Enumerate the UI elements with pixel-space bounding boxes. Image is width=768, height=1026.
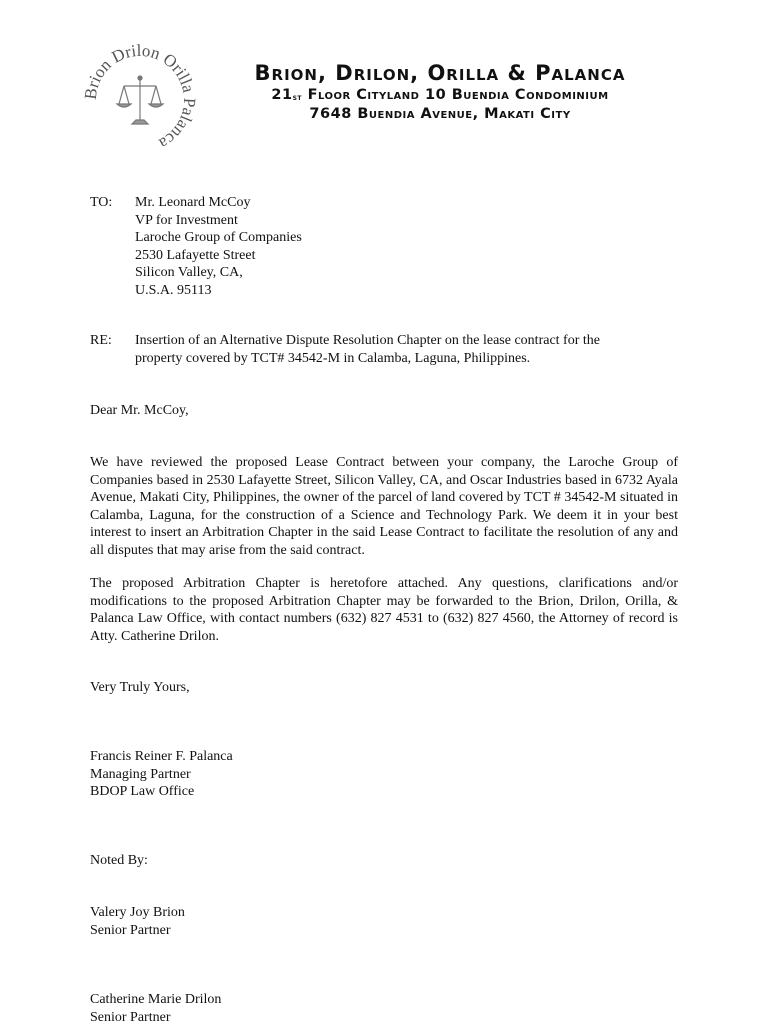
firm-seal xyxy=(80,40,200,160)
signatory-2 xyxy=(90,904,185,939)
signatory-1 xyxy=(90,748,233,801)
signatory-name: Valery Joy Brion xyxy=(90,905,185,920)
floor-number: 21 xyxy=(271,87,293,103)
body-paragraph-1: We have reviewed the proposed Lease Contract between your company, the Laroche Group of Companies based in 2530 Lafayette Street, Silicon Valley, CA, and Oscar Industries based in 6732 Ayala Avenue, Makati City, Philippines, the owner of the parcel of land covered by TCT # 34542-M situated in Calamba, Laguna, for the construction of a Science and Technology Park. We deem it in your best interest to insert an Arbitration Chapter in the said Lease Contract to facilitate the resolution of any and all disputes that may arise from the said contract. xyxy=(90,455,678,558)
address-line-1 xyxy=(190,86,690,105)
signatory-title: Senior Partner xyxy=(90,922,171,938)
address-line-2: 7648 Buendia Avenue, Makati City xyxy=(309,106,571,122)
signatory-name: Catherine Marie Drilon xyxy=(90,992,222,1007)
to-line: Silicon Valley, CA, xyxy=(135,265,243,281)
firm-name: Brion, Drilon, Orilla & Palanca xyxy=(254,61,626,85)
letterhead xyxy=(190,60,690,124)
signatory-3 xyxy=(90,991,221,1026)
to-line: VP for Investment xyxy=(135,212,238,228)
to-line: Laroche Group of Companies xyxy=(135,230,302,246)
salutation: Dear Mr. McCoy, xyxy=(90,403,189,418)
signatory-title: Senior Partner xyxy=(90,1009,171,1025)
body-paragraph-2: The proposed Arbitration Chapter is heretofore attached. Any questions, clarifications and/or modifications to the proposed Arbitration Chapter may be forwarded to the Brion, Drilon, Orilla, & Palanca Law Office, with contact numbers (632) 827 4531 to (632) 827 4560, the Attorney of record is Atty. Catherine Drilon. xyxy=(90,576,678,644)
noted-by-label: Noted By: xyxy=(90,853,148,868)
floor-suffix: st xyxy=(292,93,303,102)
re-label: RE: xyxy=(90,333,112,348)
signatory-org: BDOP Law Office xyxy=(90,784,195,800)
scales-of-justice-icon xyxy=(117,76,163,124)
address-line-1-rest: Floor Cityland 10 Buendia Condominium xyxy=(307,87,609,103)
to-line: 2530 Lafayette Street xyxy=(135,247,256,263)
to-line: Mr. Leonard McCoy xyxy=(135,195,251,210)
to-label: TO: xyxy=(90,195,113,210)
signatory-name: Francis Reiner F. Palanca xyxy=(90,749,233,764)
signatory-title: Managing Partner xyxy=(90,766,191,782)
re-line: property covered by TCT# 34542-M in Calamba, Laguna, Philippines. xyxy=(135,350,531,366)
seal-text: Brion Drilon Orilla Palanca xyxy=(80,40,200,154)
re-line: Insertion of an Alternative Dispute Resolution Chapter on the lease contract for the xyxy=(135,333,600,348)
to-line: U.S.A. 95113 xyxy=(135,282,212,298)
closing: Very Truly Yours, xyxy=(90,680,190,695)
